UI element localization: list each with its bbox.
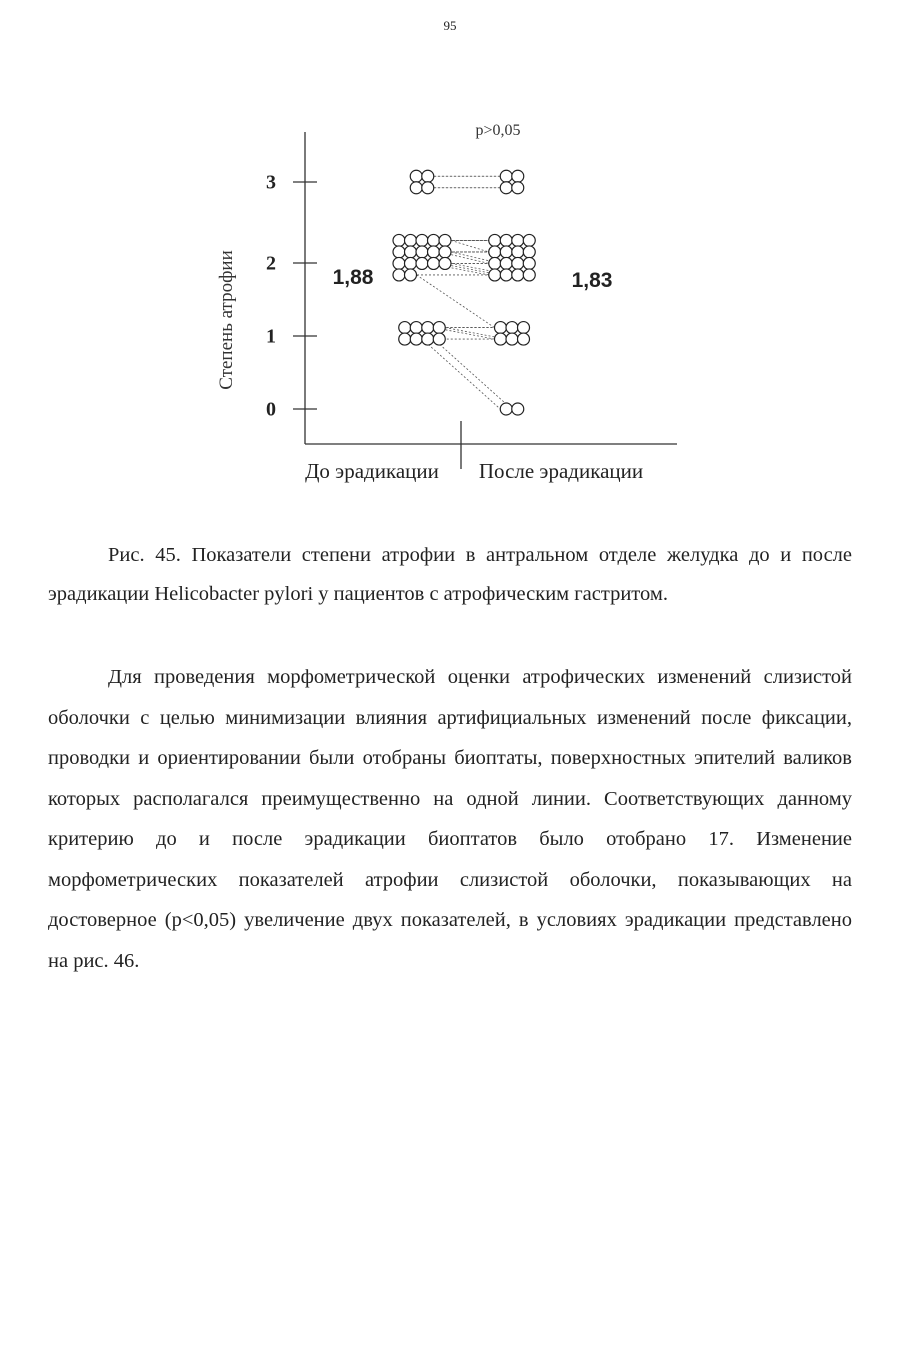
before-data-point: [399, 322, 411, 334]
after-data-point: [500, 234, 512, 246]
y-tick-label: 2: [266, 252, 276, 275]
before-data-point: [393, 246, 405, 258]
before-data-point: [393, 257, 405, 269]
mean-before-label: 1,88: [332, 266, 374, 289]
after-data-point: [523, 246, 535, 258]
pair-connector-line: [451, 240, 489, 252]
after-data-point: [489, 269, 501, 281]
after-data-point: [523, 234, 535, 246]
before-data-point: [439, 246, 451, 258]
after-data-point: [500, 403, 512, 415]
after-data-point: [489, 246, 501, 258]
before-data-point: [410, 170, 422, 182]
before-group-label: До эрадикации: [305, 459, 439, 483]
pair-connector-line: [434, 339, 512, 409]
after-data-point: [518, 322, 530, 334]
after-data-point: [506, 322, 518, 334]
atrophy-chart: [0, 0, 900, 500]
after-data-point: [489, 234, 501, 246]
body-paragraph: Для проведения морфометрической оценки атрофических изменений слизистой оболочки с целью минимизации влияния артифициальных изменений после фиксации, проводки и ориентировании были отобраны биоптаты, поверхностных эпителий валиков которых располагался преимущественно на одной линии. Соответствующих данному критерию до и после эрадикации биоптатов было отобрано 17. Изменение морфометрических показателей атрофии слизистой оболочки, показывающих на достоверное (p<0,05) увеличение двух показателей, в условиях эрадикации представлено на рис. 46.: [48, 666, 852, 972]
before-data-point: [428, 234, 440, 246]
before-data-point: [439, 234, 451, 246]
before-data-point: [422, 182, 434, 194]
before-data-point: [405, 234, 417, 246]
pair-connector-line: [422, 339, 500, 409]
after-data-point: [523, 257, 535, 269]
after-data-point: [512, 257, 524, 269]
y-axis-title: Степень атрофии: [216, 250, 237, 390]
after-data-point: [518, 333, 530, 345]
data-points: [393, 170, 535, 415]
after-data-point: [500, 269, 512, 281]
after-data-point: [506, 333, 518, 345]
after-data-point: [512, 246, 524, 258]
mean-after-label: 1,83: [571, 269, 613, 292]
after-data-point: [500, 246, 512, 258]
figure-caption: Рис. 45. Показатели степени атрофии в антральном отделе желудка до и после эрадикации Helicobacter pylori у пациентов с атрофическим гастритом.: [48, 544, 852, 605]
before-data-point: [405, 246, 417, 258]
after-data-point: [512, 269, 524, 281]
before-data-point: [410, 333, 422, 345]
before-data-point: [416, 234, 428, 246]
before-data-point: [416, 246, 428, 258]
before-data-point: [410, 322, 422, 334]
before-data-point: [416, 257, 428, 269]
y-tick-label: 0: [266, 398, 276, 421]
before-data-point: [405, 269, 417, 281]
after-data-point: [495, 333, 507, 345]
after-data-point: [500, 182, 512, 194]
after-group-label: После эрадикации: [478, 459, 644, 483]
before-data-point: [433, 322, 445, 334]
before-data-point: [393, 269, 405, 281]
before-data-point: [422, 170, 434, 182]
pair-connector-line: [417, 275, 495, 328]
after-data-point: [512, 170, 524, 182]
before-data-point: [399, 333, 411, 345]
before-data-point: [393, 234, 405, 246]
p-value-label: p>0,05: [475, 122, 521, 139]
after-data-point: [523, 269, 535, 281]
before-data-point: [422, 322, 434, 334]
before-data-point: [410, 182, 422, 194]
after-data-point: [500, 170, 512, 182]
after-data-point: [512, 234, 524, 246]
before-data-point: [422, 333, 434, 345]
before-data-point: [428, 246, 440, 258]
after-data-point: [512, 182, 524, 194]
paired-connectors: [405, 176, 523, 409]
before-data-point: [433, 333, 445, 345]
after-data-point: [489, 257, 501, 269]
before-data-point: [439, 257, 451, 269]
page-number: 95: [443, 18, 457, 33]
before-data-point: [428, 257, 440, 269]
y-tick-label: 1: [266, 325, 276, 348]
after-data-point: [495, 322, 507, 334]
after-data-point: [512, 403, 524, 415]
y-tick-label: 3: [266, 171, 276, 194]
before-data-point: [405, 257, 417, 269]
after-data-point: [500, 257, 512, 269]
